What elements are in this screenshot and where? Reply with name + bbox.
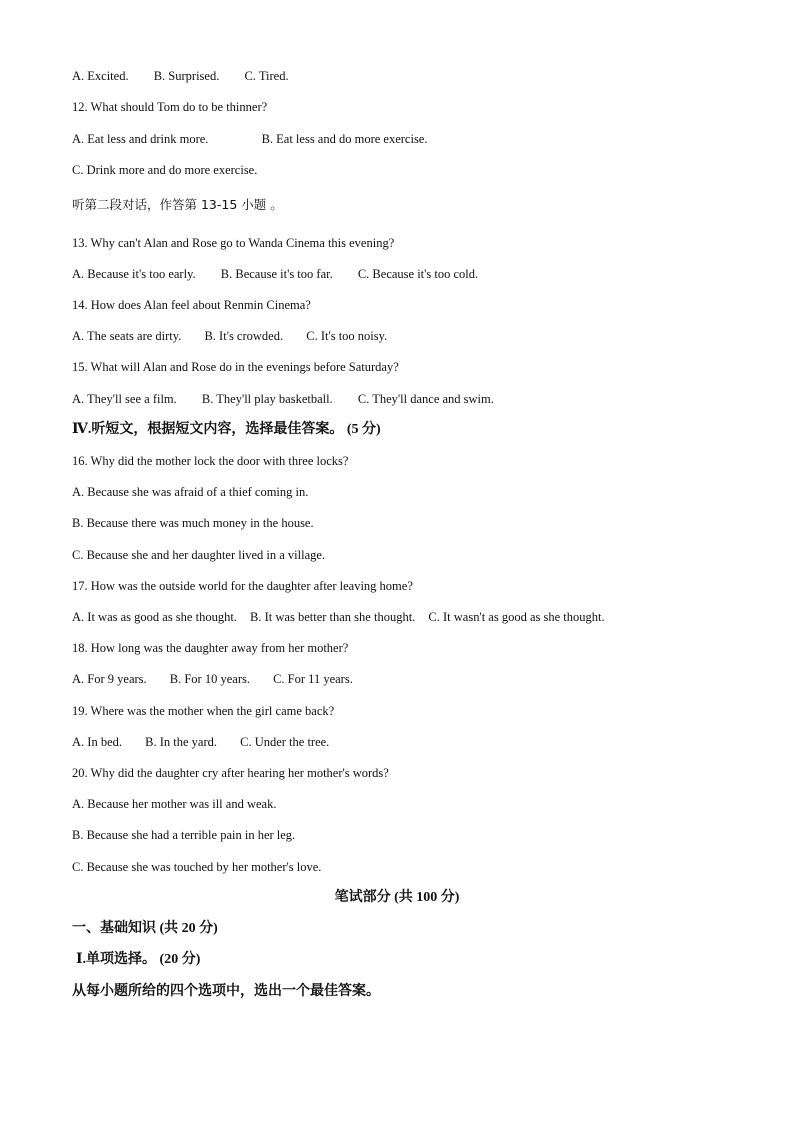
q17-option-c: C. It wasn't as good as she thought.: [428, 610, 605, 624]
q12-option-c: C. Drink more and do more exercise.: [72, 163, 258, 177]
q12-option-b: B. Eat less and do more exercise.: [261, 132, 428, 146]
q19-option-c: C. Under the tree.: [240, 735, 330, 749]
dialog2-instruction: 听第二段对话，作答第 13-15 小题 。: [72, 197, 283, 212]
section1-heading: Ⅰ.单项选择。 (20 分): [76, 952, 201, 967]
q12-question: 12. What should Tom do to be thinner?: [72, 100, 268, 114]
q13-option-a: A. Because it's too early.: [72, 267, 196, 281]
q18-option-c: C. For 11 years.: [273, 672, 353, 686]
section4-heading: Ⅳ.听短文，根据短文内容，选择最佳答案。 (5 分): [72, 422, 381, 437]
q15-option-c: C. They'll dance and swim.: [357, 392, 494, 406]
q19-option-b: B. In the yard.: [145, 735, 217, 749]
q14-option-a: A. The seats are dirty.: [72, 329, 182, 343]
q12-option-a: A. Eat less and drink more.: [72, 132, 209, 146]
q19-option-a: A. In bed.: [72, 735, 122, 749]
q14-options: [72, 328, 387, 344]
q11-option-c: C. Tired.: [244, 69, 289, 83]
q15-options: [72, 391, 494, 407]
q20-option-a: A. Because her mother was ill and weak.: [72, 797, 277, 811]
q17-option-a: A. It was as good as she thought.: [72, 610, 237, 624]
q14-option-b: B. It's crowded.: [204, 329, 284, 343]
section1-instruction: 从每小题所给的四个选项中，选出一个最佳答案。: [72, 984, 380, 999]
q13-option-b: B. Because it's too far.: [220, 267, 333, 281]
q17-options: [72, 609, 605, 625]
q13-option-c: C. Because it's too cold.: [357, 267, 479, 281]
q15-option-a: A. They'll see a film.: [72, 392, 177, 406]
q15-option-b: B. They'll play basketball.: [201, 392, 333, 406]
written-part-heading: 笔试部分 (共 100 分): [334, 890, 460, 905]
q12-options-ab: [72, 131, 427, 147]
q16-option-b: B. Because there was much money in the house.: [72, 516, 314, 530]
q19-question: 19. Where was the mother when the girl came back?: [72, 704, 335, 718]
q14-option-c: C. It's too noisy.: [306, 329, 388, 343]
q18-option-a: A. For 9 years.: [72, 672, 147, 686]
q11-option-a: A. Excited.: [72, 69, 129, 83]
q19-options: [72, 734, 329, 750]
q18-options: [72, 671, 353, 687]
q18-question: 18. How long was the daughter away from her mother?: [72, 641, 349, 655]
q16-option-c: C. Because she and her daughter lived in a village.: [72, 548, 326, 562]
q14-question: 14. How does Alan feel about Renmin Cinema?: [72, 298, 311, 312]
q11-option-b: B. Surprised.: [153, 69, 220, 83]
q17-option-b: B. It was better than she thought.: [250, 610, 416, 624]
q20-option-c: C. Because she was touched by her mother's love.: [72, 860, 322, 874]
q20-question: 20. Why did the daughter cry after hearing her mother's words?: [72, 766, 389, 780]
q20-option-b: B. Because she had a terrible pain in her leg.: [72, 828, 296, 842]
q13-options: [72, 266, 478, 282]
part1-heading: 一、基础知识 (共 20 分): [72, 921, 218, 936]
q16-option-a: A. Because she was afraid of a thief coming in.: [72, 485, 309, 499]
q11-options: [72, 68, 289, 84]
q17-question: 17. How was the outside world for the daughter after leaving home?: [72, 579, 413, 593]
q16-question: 16. Why did the mother lock the door with three locks?: [72, 454, 349, 468]
q15-question: 15. What will Alan and Rose do in the evenings before Saturday?: [72, 360, 399, 374]
q13-question: 13. Why can't Alan and Rose go to Wanda Cinema this evening?: [72, 236, 395, 250]
q18-option-b: B. For 10 years.: [169, 672, 250, 686]
